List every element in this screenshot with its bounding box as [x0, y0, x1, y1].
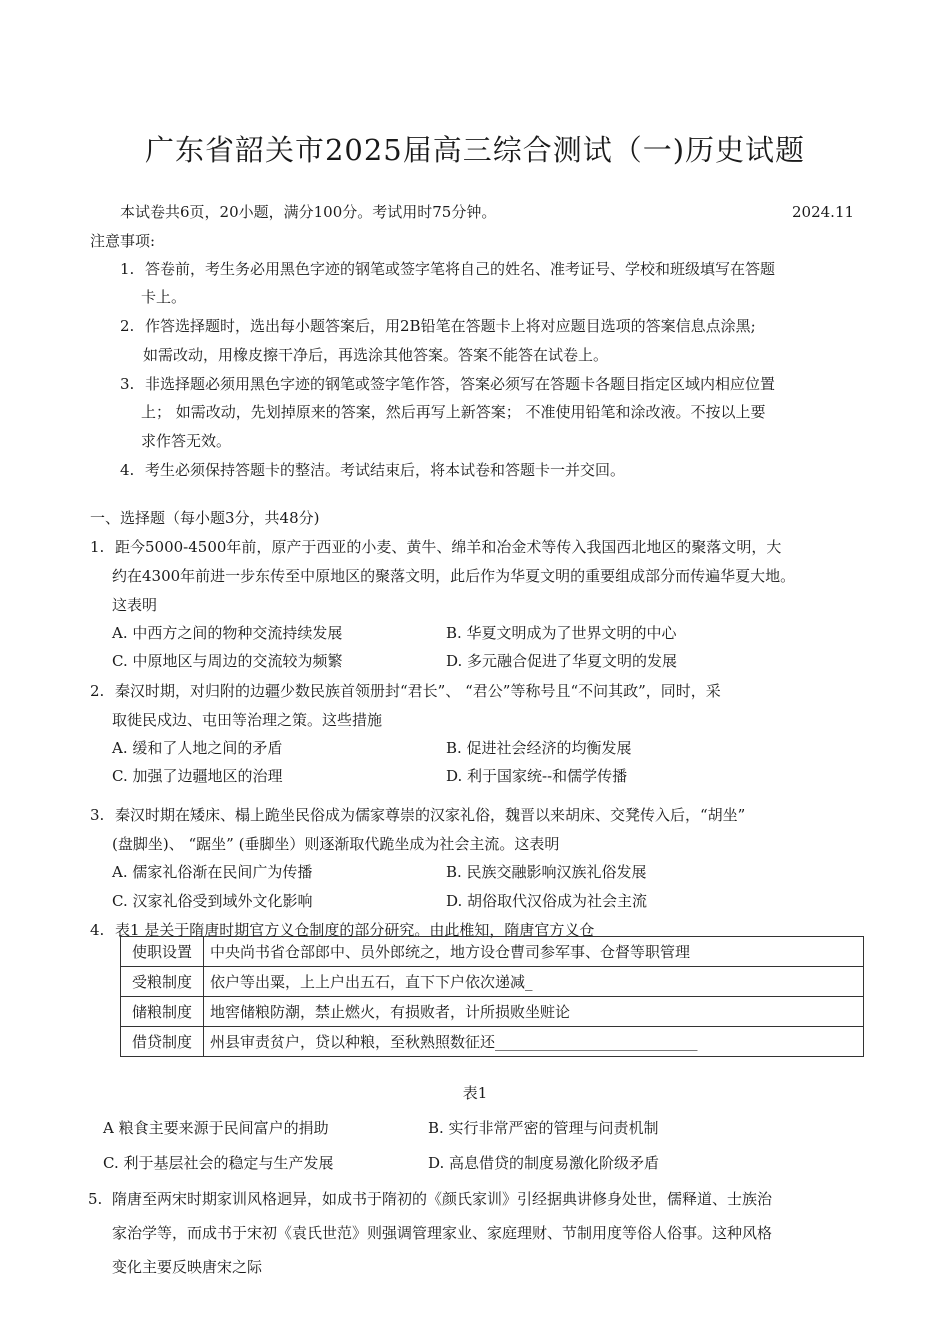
- question-1-option-d[interactable]: D. 多元融合促进了华夏文明的发展: [446, 652, 678, 670]
- question-3-num: 3.: [90, 806, 105, 824]
- question-3-option-a[interactable]: A. 儒家礼俗渐在民间广为传播: [112, 863, 313, 881]
- question-4-option-b[interactable]: B. 实行非常严密的管理与问责机制: [428, 1119, 659, 1137]
- table-row-head: 借贷制度: [121, 1027, 204, 1057]
- notice-item-1-num: 1.: [120, 260, 135, 278]
- question-4-line1: 表1 是关于隋唐时期官方义仓制度的部分研究。由此椎知，隋唐官方义仓: [115, 921, 595, 939]
- page-title: 广东省韶关市2025届高三综合测试（一)历史试题: [144, 133, 806, 167]
- question-3-option-c[interactable]: C. 汉家礼俗受到域外文化影响: [112, 892, 313, 910]
- table-row-body: 中央尚书省仓部郎中、员外郎统之，地方设仓曹司参军事、仓督等职管理: [204, 937, 864, 967]
- question-1-line2: 约在4300年前进一步东传至中原地区的聚落文明，此后作为华夏文明的重要组成部分而传遍华夏大地。: [112, 567, 796, 585]
- question-5-line3: 变化主要反映唐宋之际: [112, 1258, 263, 1276]
- notice-item-2-num: 2.: [120, 317, 135, 335]
- notice-item-4-line1: 考生必须保持答题卡的整洁。考试结束后，将本试卷和答题卡一并交回。: [145, 461, 626, 479]
- table-row-head: 受粮制度: [121, 967, 204, 997]
- question-4-num: 4.: [90, 921, 105, 939]
- notice-item-3-line2: 上； 如需改动，先划掉原来的答案，然后再写上新答案； 不准使用铅笔和涂改液。不按以上要: [141, 403, 766, 421]
- question-4-option-a[interactable]: A 粮食主要来源于民间富户的捐助: [103, 1119, 329, 1137]
- question-2-num: 2.: [90, 682, 105, 700]
- exam-info: 本试卷共6页，20小题，满分100分。考试用时75分钟。: [120, 203, 497, 221]
- question-1-num: 1.: [90, 538, 105, 556]
- question-4-option-d[interactable]: D. 高息借贷的制度易激化阶级矛盾: [428, 1154, 660, 1172]
- question-3-option-d[interactable]: D. 胡俗取代汉俗成为社会主流: [446, 892, 648, 910]
- question-1-line1: 距今5000-4500年前，原产于西亚的小麦、黄牛、绵羊和冶金术等传入我国西北地区的聚落文明，大: [115, 538, 782, 556]
- notice-item-1-line1: 答卷前，考生务必用黑色字迹的钢笔或签字笔将自己的姓名、准考证号、学校和班级填写在答题: [145, 260, 776, 278]
- question-4-option-c[interactable]: C. 利于基层社会的稳定与生产发展: [103, 1154, 334, 1172]
- question-5-line2: 家治学等，而成书于宋初《袁氏世范》则强调管理家业、家庭理财、节制用度等俗人俗事。这种风格: [112, 1224, 773, 1242]
- notice-item-4-num: 4.: [120, 461, 135, 479]
- question-3-line2: (盘脚坐)、 “踞坐” (垂脚坐）则逐渐取代跪坐成为社会主流。这表明: [112, 835, 560, 853]
- notice-item-3-line1: 非选择题必须用黑色字迹的钢笔或签字笔作答，答案必须写在答题卡各题目指定区域内相应位置: [145, 375, 776, 393]
- question-1-line3: 这表明: [112, 596, 158, 614]
- question-2-option-c[interactable]: C. 加强了边疆地区的治理: [112, 767, 283, 785]
- question-3-option-b[interactable]: B. 民族交融影响汉族礼俗发展: [446, 863, 647, 881]
- question-3-line1: 秦汉时期在矮床、榻上跪坐民俗成为儒家尊崇的汉家礼俗，魏晋以来胡床、交凳传入后，“胡坐”: [115, 806, 746, 824]
- table-row-head: 储粮制度: [121, 997, 204, 1027]
- notice-item-2-line1: 作答选择题时，选出每小题答案后，用2B铅笔在答题卡上将对应题目选项的答案信息点涂黑;: [145, 317, 756, 335]
- question-2-line1: 秦汉时期，对归附的边疆少数民族首领册封“君长”、 “君公”等称号且“不问其政”，同时，采: [115, 682, 721, 700]
- notice-heading: 注意事项:: [90, 232, 156, 250]
- notice-item-3-line3: 求作答无效。: [141, 432, 232, 450]
- table-row-body: 地窖储粮防潮，禁止燃火，有损败者，计所损败坐赃论: [204, 997, 864, 1027]
- table-row-head: 使职设置: [121, 937, 204, 967]
- question-2-option-a[interactable]: A. 缓和了人地之间的矛盾: [112, 739, 283, 757]
- question-1-option-a[interactable]: A. 中西方之间的物种交流持续发展: [112, 624, 343, 642]
- notice-item-2-line2: 如需改动，用橡皮擦干净后，再选涂其他答案。答案不能答在试卷上。: [143, 346, 609, 364]
- table-row: [121, 997, 864, 1027]
- table-caption: 表1: [462, 1084, 488, 1102]
- question-2-option-b[interactable]: B. 促进社会经济的均衡发展: [446, 739, 632, 757]
- table-row-body: 依户等出粟，上上户出五石，直下下户依次递减_: [204, 967, 864, 997]
- section-heading: 一、选择题（每小题3分，共48分): [90, 509, 320, 527]
- question-5-line1: 隋唐至两宋时期家训风格迥异，如成书于隋初的《颜氏家训》引经据典讲修身处世，儒释道、士族治: [112, 1190, 773, 1208]
- table-row: [121, 937, 864, 967]
- table-row: [121, 967, 864, 997]
- table-row-body: 州县审责贫户，贷以种粮，至秋熟照数征还___________________________: [204, 1027, 864, 1057]
- exam-date: 2024.11: [792, 203, 855, 221]
- question-5-num: 5.: [88, 1190, 103, 1208]
- question-2-line2: 取徙民戍边、屯田等治理之策。这些措施: [112, 711, 383, 729]
- question-2-option-d[interactable]: D. 利于国家统--和儒学传播: [446, 767, 628, 785]
- notice-item-3-num: 3.: [120, 375, 135, 393]
- notice-item-1-line2: 卡上。: [141, 288, 187, 306]
- granary-table: [120, 936, 864, 1057]
- question-1-option-c[interactable]: C. 中原地区与周边的交流较为频繁: [112, 652, 343, 670]
- question-1-option-b[interactable]: B. 华夏文明成为了世界文明的中心: [446, 624, 677, 642]
- table-row: [121, 1027, 864, 1057]
